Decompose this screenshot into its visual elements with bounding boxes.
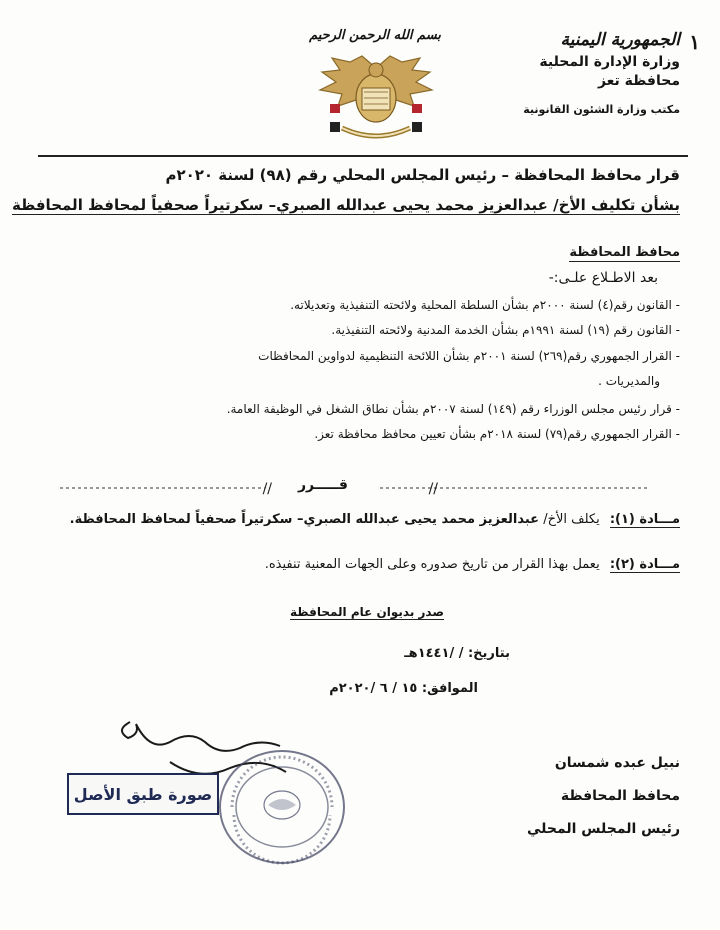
reference-item: - القانون رقم (١٩) لسنة ١٩٩١م بشأن الخدمة المدنية ولائحته التنفيذية. (331, 323, 680, 337)
governorate-name: محافظة تعز (597, 73, 680, 89)
governor-heading: محافظ المحافظة (569, 245, 680, 260)
reference-item-continuation: والمديريات . (598, 374, 660, 388)
decree-subject-text: بشأن تكليف الأخ/ عبدالعزيز محمد يحيى عبدالله الصبري– سكرتيراً صحفياً لمحافظ المحافظة (12, 196, 680, 214)
eagle-emblem-icon (302, 48, 450, 148)
country-name: الجمهورية اليمنية (560, 30, 680, 50)
reference-item: - القرار الجمهوري رقم(٧٩) لسنة ٢٠١٨م بشأن تعيين محافظ محافظة تعز. (314, 427, 680, 441)
decree-title: قرار محافظ المحافظة – رئيس المجلس المحلي رقم (٩٨) لسنة ٢٠٢٠م (165, 166, 680, 184)
basmala: بسم الله الرحمن الرحيم (309, 28, 441, 43)
header-divider (38, 155, 688, 157)
signatory-name: نبيل عبده شمسان (554, 755, 680, 771)
reference-item: - قرار رئيس مجلس الوزراء رقم (١٤٩) لسنة ٢٠٠٧م بشأن نطاق الشغل في الوظيفة العامة. (226, 402, 680, 416)
after-review: بعد الاطـلاع علـى:- (548, 270, 658, 286)
date-hijri: بتاريخ: / /١٤٤١هـ (404, 646, 510, 661)
official-round-seal-icon (212, 745, 352, 870)
article-1 (70, 512, 680, 527)
issued-at: صدر بديوان عام المحافظة (290, 605, 444, 619)
reference-item: - القرار الجمهوري رقم(٢٦٩) لسنة ٢٠٠١م بشأن اللائحة التنظيمية لدواوين المحافظات (258, 349, 680, 363)
date-gregorian: الموافق: ١٥ / ٦ /٢٠٢٠م (329, 681, 478, 696)
page-number: ١ (689, 30, 700, 54)
signatory-title-2: رئيس المجلس المحلي (526, 821, 680, 837)
office-name: مكتب وزارة الشئون القانونية (523, 103, 680, 116)
svg-text://: // (262, 481, 272, 497)
article-2-label: مـــادة (٢): (609, 557, 680, 572)
article-1-text: يكلف الأخ/ (543, 512, 600, 527)
article-2-text: يعمل بهذا القرار من تاريخ صدوره وعلى الجهات المعنية تنفيذه. (264, 557, 600, 572)
decree-subject (12, 196, 680, 214)
article-2 (265, 557, 680, 572)
signatory-title: محافظ المحافظة (560, 788, 680, 804)
article-1-label: مـــادة (١): (609, 512, 680, 527)
article-1-name: عبدالعزيز محمد يحيى عبدالله الصبري– سكرتيراً صحفياً لمحافظ المحافظة. (69, 512, 540, 527)
reference-item: - القانون رقم(٤) لسنة ٢٠٠٠م بشأن السلطة المحلية ولائحته التنفيذية وتعديلاته. (290, 298, 680, 312)
decree-word: قـــــرر (298, 477, 348, 493)
letterhead (490, 30, 680, 116)
decree-separator (50, 476, 660, 500)
ministry-name: وزارة الإدارة المحلية (539, 54, 680, 70)
true-copy-stamp: صورة طبق الأصل (67, 773, 219, 815)
svg-text://: // (428, 481, 438, 497)
